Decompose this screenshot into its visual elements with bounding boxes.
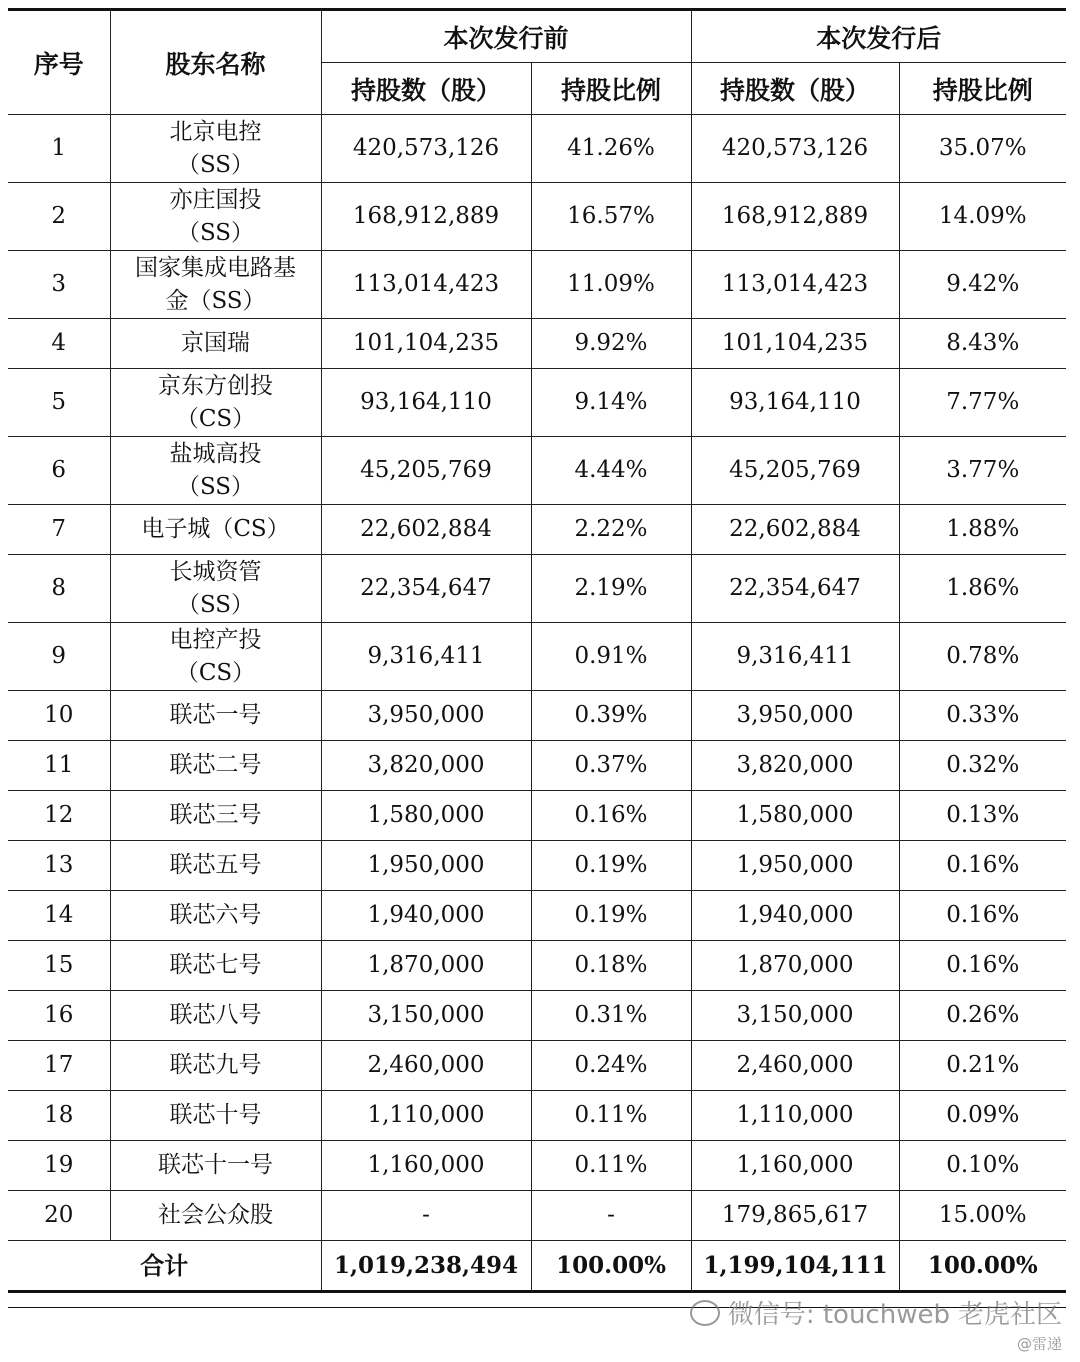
total-row: [8, 1241, 1066, 1292]
row-seq: 10: [8, 691, 110, 741]
table-row: [8, 1141, 1066, 1191]
header-post-ratio: 持股比例: [899, 63, 1066, 115]
row-shareholder-name: 联芯三号: [110, 791, 321, 841]
row-post-shares: 1,160,000: [691, 1141, 899, 1191]
row-post-ratio: 1.88%: [899, 505, 1066, 555]
row-post-ratio: 14.09%: [899, 183, 1066, 251]
row-post-shares: 22,602,884: [691, 505, 899, 555]
row-shareholder-name-line: 长城资管: [169, 558, 262, 585]
row-pre-ratio: 2.19%: [531, 555, 691, 623]
row-shareholder-name: 联芯十号: [110, 1091, 321, 1141]
table-row: [8, 691, 1066, 741]
watermark-wechat-id: 微信号: touchweb: [727, 1300, 950, 1330]
table-row: [8, 251, 1066, 319]
row-post-shares: 1,580,000: [691, 791, 899, 841]
row-pre-shares: 113,014,423: [321, 251, 531, 319]
row-post-ratio: 9.42%: [899, 251, 1066, 319]
row-shareholder-name-line: 金（SS）: [165, 287, 266, 314]
row-pre-shares: 1,110,000: [321, 1091, 531, 1141]
table-row: [8, 623, 1066, 691]
table-body: [8, 115, 1066, 1241]
header-row-1: [8, 10, 1066, 63]
row-post-ratio: 0.10%: [899, 1141, 1066, 1191]
row-pre-shares: 101,104,235: [321, 319, 531, 369]
table-row: [8, 437, 1066, 505]
row-seq: 17: [8, 1041, 110, 1091]
row-shareholder-name-line: 北京电控: [169, 118, 262, 145]
row-post-ratio: 8.43%: [899, 319, 1066, 369]
row-shareholder-name: [110, 623, 321, 691]
row-post-shares: 101,104,235: [691, 319, 899, 369]
row-pre-ratio: 11.09%: [531, 251, 691, 319]
row-shareholder-name-line: 电控产投: [169, 626, 262, 653]
row-seq: 14: [8, 891, 110, 941]
row-post-ratio: 0.16%: [899, 941, 1066, 991]
row-shareholder-name: 联芯七号: [110, 941, 321, 991]
row-post-ratio: 0.16%: [899, 841, 1066, 891]
row-pre-ratio: 0.91%: [531, 623, 691, 691]
row-shareholder-name-line: （SS）: [176, 151, 255, 178]
row-pre-shares: 22,602,884: [321, 505, 531, 555]
row-shareholder-name: 联芯十一号: [110, 1141, 321, 1191]
row-shareholder-name: 电子城（CS）: [110, 505, 321, 555]
watermark-source: @雷递: [1016, 1335, 1062, 1353]
wechat-icon: [690, 1300, 720, 1326]
row-post-shares: 168,912,889: [691, 183, 899, 251]
row-post-ratio: 0.26%: [899, 991, 1066, 1041]
header-pre-shares: 持股数（股）: [321, 63, 531, 115]
table-row: [8, 991, 1066, 1041]
table-row: [8, 369, 1066, 437]
row-pre-ratio: 0.18%: [531, 941, 691, 991]
total-pre-ratio: 100.00%: [531, 1241, 691, 1292]
row-post-shares: 45,205,769: [691, 437, 899, 505]
row-pre-ratio: 0.31%: [531, 991, 691, 1041]
table-row: [8, 1041, 1066, 1091]
row-post-shares: 1,950,000: [691, 841, 899, 891]
table-row: [8, 319, 1066, 369]
row-shareholder-name: 联芯一号: [110, 691, 321, 741]
row-shareholder-name-line: 亦庄国投: [169, 186, 262, 213]
row-pre-ratio: 0.11%: [531, 1141, 691, 1191]
row-post-shares: 1,110,000: [691, 1091, 899, 1141]
row-shareholder-name: 联芯五号: [110, 841, 321, 891]
header-before-issue: 本次发行前: [321, 10, 691, 63]
row-post-ratio: 35.07%: [899, 115, 1066, 183]
row-pre-ratio: 0.39%: [531, 691, 691, 741]
row-post-shares: 3,150,000: [691, 991, 899, 1041]
row-post-ratio: 1.86%: [899, 555, 1066, 623]
row-seq: 2: [8, 183, 110, 251]
row-post-shares: 113,014,423: [691, 251, 899, 319]
row-seq: 16: [8, 991, 110, 1041]
row-post-ratio: 0.13%: [899, 791, 1066, 841]
row-pre-shares: 3,150,000: [321, 991, 531, 1041]
row-shareholder-name-line: 盐城高投: [169, 440, 262, 467]
table-row: [8, 1091, 1066, 1141]
total-post-ratio: 100.00%: [899, 1241, 1066, 1292]
row-post-ratio: 0.21%: [899, 1041, 1066, 1091]
row-pre-shares: 420,573,126: [321, 115, 531, 183]
watermark: [690, 1294, 1062, 1354]
row-seq: 3: [8, 251, 110, 319]
row-seq: 19: [8, 1141, 110, 1191]
table-row: [8, 555, 1066, 623]
row-pre-ratio: 0.11%: [531, 1091, 691, 1141]
row-pre-shares: 2,460,000: [321, 1041, 531, 1091]
row-pre-ratio: 4.44%: [531, 437, 691, 505]
row-shareholder-name-line: （CS）: [175, 659, 256, 686]
row-post-ratio: 0.33%: [899, 691, 1066, 741]
row-shareholder-name: [110, 555, 321, 623]
row-post-ratio: 0.16%: [899, 891, 1066, 941]
row-pre-ratio: 9.14%: [531, 369, 691, 437]
row-seq: 5: [8, 369, 110, 437]
row-pre-shares: 1,160,000: [321, 1141, 531, 1191]
row-post-shares: 1,940,000: [691, 891, 899, 941]
row-pre-shares: 3,950,000: [321, 691, 531, 741]
row-pre-ratio: 0.37%: [531, 741, 691, 791]
row-seq: 6: [8, 437, 110, 505]
row-seq: 13: [8, 841, 110, 891]
row-seq: 9: [8, 623, 110, 691]
table-row: [8, 183, 1066, 251]
row-pre-shares: -: [321, 1191, 531, 1241]
header-post-shares: 持股数（股）: [691, 63, 899, 115]
total-label: 合计: [8, 1241, 321, 1292]
row-post-shares: 22,354,647: [691, 555, 899, 623]
row-seq: 1: [8, 115, 110, 183]
table-row: [8, 505, 1066, 555]
row-shareholder-name-line: （SS）: [176, 591, 255, 618]
row-shareholder-name: [110, 369, 321, 437]
table-row: [8, 941, 1066, 991]
row-post-shares: 1,870,000: [691, 941, 899, 991]
row-pre-shares: 93,164,110: [321, 369, 531, 437]
row-post-shares: 9,316,411: [691, 623, 899, 691]
row-shareholder-name: 社会公众股: [110, 1191, 321, 1241]
row-shareholder-name: [110, 115, 321, 183]
row-pre-shares: 3,820,000: [321, 741, 531, 791]
row-pre-ratio: -: [531, 1191, 691, 1241]
table-row: [8, 1191, 1066, 1241]
row-pre-ratio: 9.92%: [531, 319, 691, 369]
row-post-shares: 420,573,126: [691, 115, 899, 183]
header-name: 股东名称: [110, 10, 321, 115]
row-pre-shares: 45,205,769: [321, 437, 531, 505]
row-seq: 7: [8, 505, 110, 555]
row-seq: 11: [8, 741, 110, 791]
row-shareholder-name: 联芯九号: [110, 1041, 321, 1091]
row-post-shares: 3,950,000: [691, 691, 899, 741]
row-shareholder-name-line: （SS）: [176, 219, 255, 246]
row-pre-ratio: 16.57%: [531, 183, 691, 251]
row-shareholder-name: 京国瑞: [110, 319, 321, 369]
row-shareholder-name-line: 京东方创投: [158, 372, 273, 399]
header-after-issue: 本次发行后: [691, 10, 1066, 63]
row-pre-shares: 1,580,000: [321, 791, 531, 841]
row-shareholder-name-line: 国家集成电路基: [135, 254, 296, 281]
table-row: [8, 741, 1066, 791]
total-pre-shares: 1,019,238,494: [321, 1241, 531, 1292]
row-pre-ratio: 0.19%: [531, 891, 691, 941]
row-post-ratio: 0.78%: [899, 623, 1066, 691]
row-shareholder-name: [110, 437, 321, 505]
row-post-shares: 179,865,617: [691, 1191, 899, 1241]
total-post-shares: 1,199,104,111: [691, 1241, 899, 1292]
row-post-shares: 2,460,000: [691, 1041, 899, 1091]
row-post-ratio: 0.09%: [899, 1091, 1066, 1141]
row-pre-shares: 22,354,647: [321, 555, 531, 623]
table-row: [8, 791, 1066, 841]
table-row: [8, 891, 1066, 941]
row-seq: 4: [8, 319, 110, 369]
row-post-shares: 3,820,000: [691, 741, 899, 791]
row-pre-ratio: 41.26%: [531, 115, 691, 183]
row-pre-shares: 1,870,000: [321, 941, 531, 991]
row-shareholder-name: 联芯八号: [110, 991, 321, 1041]
table-row: [8, 841, 1066, 891]
header-pre-ratio: 持股比例: [531, 63, 691, 115]
shareholding-table-container: [8, 8, 1066, 1293]
header-seq: 序号: [8, 10, 110, 115]
row-shareholder-name: [110, 183, 321, 251]
row-pre-shares: 1,940,000: [321, 891, 531, 941]
row-pre-shares: 9,316,411: [321, 623, 531, 691]
shareholding-table: [8, 8, 1066, 1293]
row-post-ratio: 15.00%: [899, 1191, 1066, 1241]
row-pre-ratio: 0.19%: [531, 841, 691, 891]
row-pre-ratio: 0.24%: [531, 1041, 691, 1091]
row-pre-shares: 1,950,000: [321, 841, 531, 891]
row-post-ratio: 3.77%: [899, 437, 1066, 505]
row-seq: 15: [8, 941, 110, 991]
row-pre-shares: 168,912,889: [321, 183, 531, 251]
row-seq: 18: [8, 1091, 110, 1141]
row-post-shares: 93,164,110: [691, 369, 899, 437]
row-shareholder-name-line: （SS）: [176, 473, 255, 500]
row-pre-ratio: 2.22%: [531, 505, 691, 555]
row-post-ratio: 0.32%: [899, 741, 1066, 791]
table-row: [8, 115, 1066, 183]
row-shareholder-name: 联芯六号: [110, 891, 321, 941]
row-post-ratio: 7.77%: [899, 369, 1066, 437]
row-seq: 12: [8, 791, 110, 841]
row-pre-ratio: 0.16%: [531, 791, 691, 841]
row-shareholder-name: [110, 251, 321, 319]
row-seq: 8: [8, 555, 110, 623]
watermark-brand: 老虎社区: [957, 1300, 1062, 1330]
row-shareholder-name-line: （CS）: [175, 405, 256, 432]
row-seq: 20: [8, 1191, 110, 1241]
row-shareholder-name: 联芯二号: [110, 741, 321, 791]
